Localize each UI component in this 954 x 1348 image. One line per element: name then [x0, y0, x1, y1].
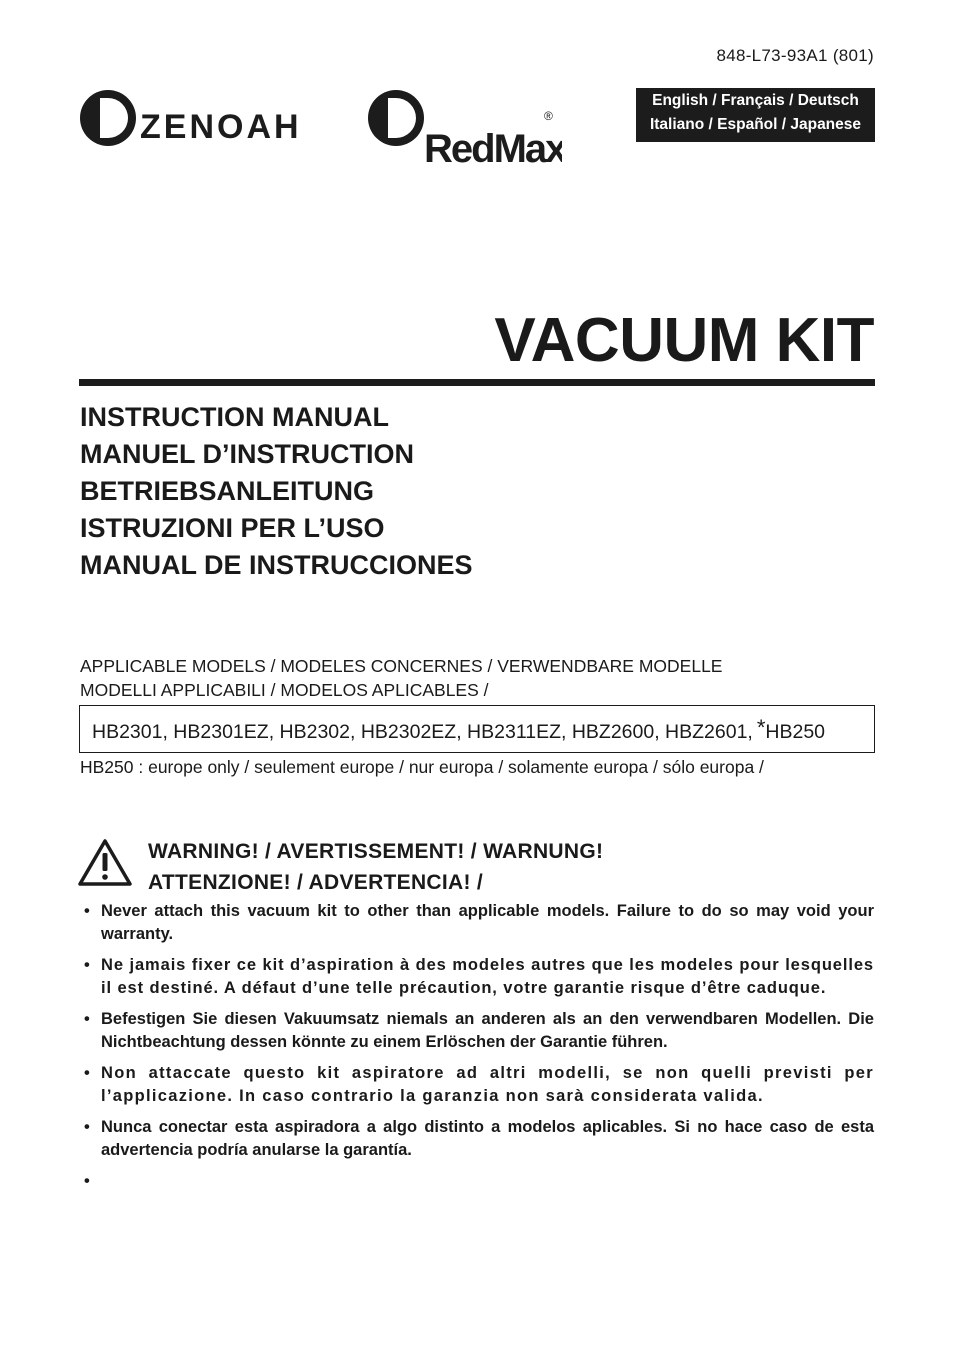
- warning-heading-line-1: WARNING! / AVERTISSEMENT! / WARNUNG!: [148, 840, 604, 863]
- bullet-text: Ne jamais fixer ce kit d’aspiration à des modeles autres que les modeles pour lesquelles il est destiné. A défaut d’une telle précaution, votre garantie risque d’être caduque.: [101, 956, 874, 997]
- manual-title-de: BETRIEBSANLEITUNG: [80, 476, 375, 506]
- bullet-text: [101, 1170, 874, 1193]
- redmax-wordmark: RedMax: [424, 127, 562, 166]
- applicable-label-line-2: MODELLI APPLICABILI / MODELOS APLICABLES /: [80, 680, 489, 700]
- page-title: VACUUM KIT: [494, 306, 874, 375]
- warning-bullet-list: [84, 900, 874, 1201]
- redmax-logo: [366, 88, 562, 171]
- redmax-logo-mark: [366, 88, 562, 166]
- manual-title-list: [80, 399, 473, 584]
- warning-bullet-empty: [84, 1170, 874, 1193]
- registered-mark: ®: [544, 109, 553, 123]
- warning-bullet-en: [84, 900, 874, 946]
- manual-title-es: MANUAL DE INSTRUCCIONES: [80, 550, 473, 580]
- bullet-dot: •: [84, 1172, 90, 1190]
- warning-triangle-icon: [78, 838, 132, 891]
- manual-title-it: ISTRUZIONI PER L’USO: [80, 513, 385, 543]
- bullet-text: Befestigen Sie diesen Vakuumsatz niemals an anderen als an den verwendbaren Modellen. Die Nichtbeachtung dessen könnte zu einem Erlöschen der Garantie führen.: [101, 1010, 874, 1051]
- bullet-dot: •: [84, 1064, 90, 1082]
- manual-title-en: INSTRUCTION MANUAL: [80, 402, 389, 432]
- language-line-1: English / Français / Deutsch: [652, 92, 859, 109]
- language-badge: [636, 88, 875, 142]
- bullet-dot: •: [84, 956, 90, 974]
- bullet-dot: •: [84, 1010, 90, 1028]
- zenoah-logo: [78, 88, 336, 155]
- warning-bullet-de: [84, 1008, 874, 1054]
- bullet-text: Nunca conectar esta aspiradora a algo distinto a modelos aplicables. Si no hace caso de esta advertencia podría anularse la garantía.: [101, 1118, 874, 1159]
- language-line-2: Italiano / Español / Japanese: [649, 116, 862, 133]
- warning-heading: [148, 836, 603, 898]
- warning-bullet-fr: [84, 954, 874, 1000]
- bullet-text: Never attach this vacuum kit to other than applicable models. Failure to do so may void your warranty.: [101, 902, 874, 943]
- document-code: 848-L73-93A1 (801): [716, 46, 874, 65]
- warning-heading-line-2: ATTENZIONE! / ADVERTENCIA! /: [148, 871, 484, 894]
- bullet-text: Non attaccate questo kit aspiratore ad altri modelli, se non quelli previsti per l’applicazione. In caso contrario la garanzia non sarà considerata valida.: [101, 1064, 874, 1105]
- applicable-models-label: [80, 654, 722, 702]
- bullet-dot: •: [84, 902, 90, 920]
- warning-bullet-es: [84, 1116, 874, 1162]
- warning-bullet-it: [84, 1062, 874, 1108]
- applicable-label-line-1: APPLICABLE MODELS / MODELES CONCERNES / VERWENDBARE MODELLE: [80, 656, 723, 676]
- models-box: [79, 705, 875, 753]
- asterisk-mark: *: [756, 715, 766, 740]
- zenoah-wordmark: ZENOAH: [140, 108, 302, 146]
- europe-only-note: HB250 : europe only / seulement europe / nur europa / solamente europa / sólo europa /: [80, 757, 764, 777]
- bullet-dot: •: [84, 1118, 90, 1136]
- zenoah-logo-mark: [78, 88, 336, 150]
- starred-model: HB250: [765, 721, 826, 743]
- manual-title-fr: MANUEL D’INSTRUCTION: [80, 439, 414, 469]
- models-list: HB2301, HB2301EZ, HB2302, HB2302EZ, HB2311EZ, HBZ2600, HBZ2601,: [92, 721, 753, 743]
- title-divider: [79, 379, 875, 386]
